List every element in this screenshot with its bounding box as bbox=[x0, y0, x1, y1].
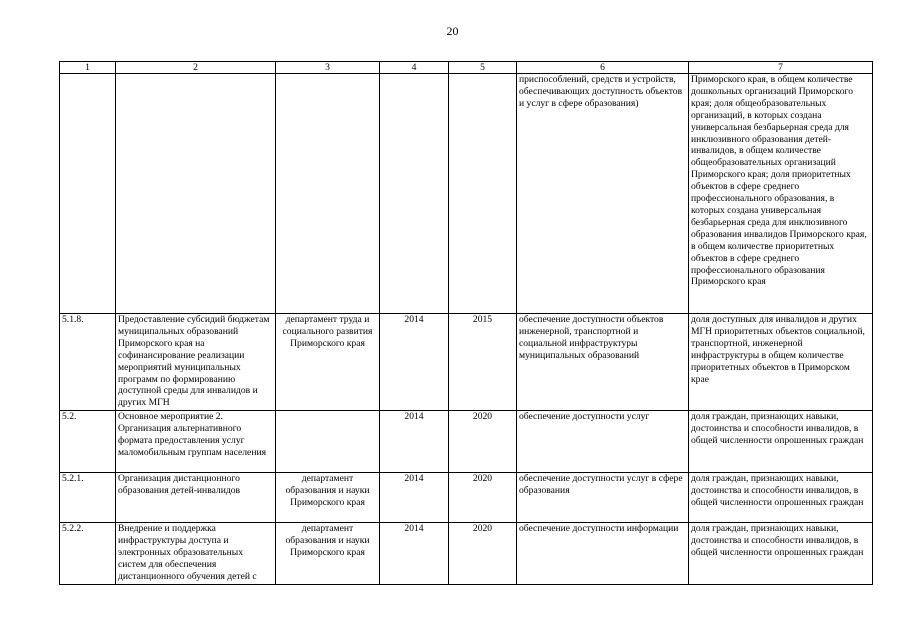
cell-indicator: доля граждан, признающих навыки, достоинства и способности инвалидов, в общей численности опрошенных граждан bbox=[689, 411, 873, 473]
column-header: 1 bbox=[60, 62, 116, 74]
table-row bbox=[60, 314, 873, 411]
column-header: 2 bbox=[116, 62, 276, 74]
cell-end-year: 2015 bbox=[449, 314, 517, 411]
cell-indicator: доля граждан, признающих навыки, достоинства и способности инвалидов, в общей численности опрошенных граждан bbox=[689, 523, 873, 585]
cell-start-year: 2014 bbox=[380, 473, 449, 523]
column-header: 6 bbox=[517, 62, 689, 74]
cell-number: 5.2.1. bbox=[60, 473, 116, 523]
cell-executor bbox=[276, 74, 380, 314]
cell-executor: департамент образования и науки Приморского края bbox=[276, 473, 380, 523]
table-header-row bbox=[60, 62, 873, 74]
cell-executor bbox=[276, 411, 380, 473]
cell-number bbox=[60, 74, 116, 314]
column-header: 5 bbox=[449, 62, 517, 74]
cell-expected-result: приспособлений, средств и устройств, обеспечивающих доступность объектов и услуг в сфере образования) bbox=[517, 74, 689, 314]
cell-expected-result: обеспечение доступности информации bbox=[517, 523, 689, 585]
cell-measure-name bbox=[116, 74, 276, 314]
cell-measure-name: Основное мероприятие 2. Организация альтернативного формата предоставления услуг маломобильным группам населения bbox=[116, 411, 276, 473]
cell-measure-name: Внедрение и поддержка инфраструктуры доступа и электронных образовательных систем для обеспечения дистанционного обучения детей с bbox=[116, 523, 276, 585]
table-row bbox=[60, 411, 873, 473]
column-header: 3 bbox=[276, 62, 380, 74]
table-row bbox=[60, 523, 873, 585]
cell-end-year: 2020 bbox=[449, 473, 517, 523]
cell-measure-name: Организация дистанционного образования детей-инвалидов bbox=[116, 473, 276, 523]
cell-start-year: 2014 bbox=[380, 314, 449, 411]
cell-expected-result: обеспечение доступности объектов инженерной, транспортной и социальной инфраструктуры муниципальных образований bbox=[517, 314, 689, 411]
cell-number: 5.2.2. bbox=[60, 523, 116, 585]
cell-start-year bbox=[380, 74, 449, 314]
page-number: 20 bbox=[446, 24, 459, 38]
program-measures-table bbox=[59, 61, 873, 585]
table-row bbox=[60, 473, 873, 523]
cell-end-year: 2020 bbox=[449, 523, 517, 585]
cell-indicator: доля граждан, признающих навыки, достоинства и способности инвалидов, в общей численности опрошенных граждан bbox=[689, 473, 873, 523]
cell-end-year: 2020 bbox=[449, 411, 517, 473]
table-row bbox=[60, 74, 873, 314]
column-header: 4 bbox=[380, 62, 449, 74]
cell-measure-name: Предоставление субсидий бюджетам муниципальных образований Приморского края на софинансирование реализации мероприятий муниципальных программ по формированию доступной среды для инвалидов и других МГН bbox=[116, 314, 276, 411]
column-header: 7 bbox=[689, 62, 873, 74]
cell-start-year: 2014 bbox=[380, 411, 449, 473]
cell-expected-result: обеспечение доступности услуг в сфере образования bbox=[517, 473, 689, 523]
cell-number: 5.1.8. bbox=[60, 314, 116, 411]
cell-number: 5.2. bbox=[60, 411, 116, 473]
cell-end-year bbox=[449, 74, 517, 314]
cell-indicator: Приморского края, в общем количестве дошкольных организаций Приморского края; доля общеобразовательных организаций, в которых создана универсальная безбарьерная среда для инклюзивного образования детей-инвалидов, в общем количестве общеобразовательных организаций Приморского края; доля приоритетных объектов в сфере среднего профессионального образования, в которых создана универсальная безбарьерная среда для инклюзивного образования инвалидов Приморского края, в общем количестве приоритетных объектов в сфере среднего профессионального образования Приморского края bbox=[689, 74, 873, 314]
cell-indicator: доля доступных для инвалидов и других МГН приоритетных объектов социальной, транспортной, инженерной инфраструктуры в общем количестве приоритетных объектов в Приморском крае bbox=[689, 314, 873, 411]
cell-start-year: 2014 bbox=[380, 523, 449, 585]
cell-expected-result: обеспечение доступности услуг bbox=[517, 411, 689, 473]
cell-executor: департамент труда и социального развития Приморского края bbox=[276, 314, 380, 411]
cell-executor: департамент образования и науки Приморского края bbox=[276, 523, 380, 585]
